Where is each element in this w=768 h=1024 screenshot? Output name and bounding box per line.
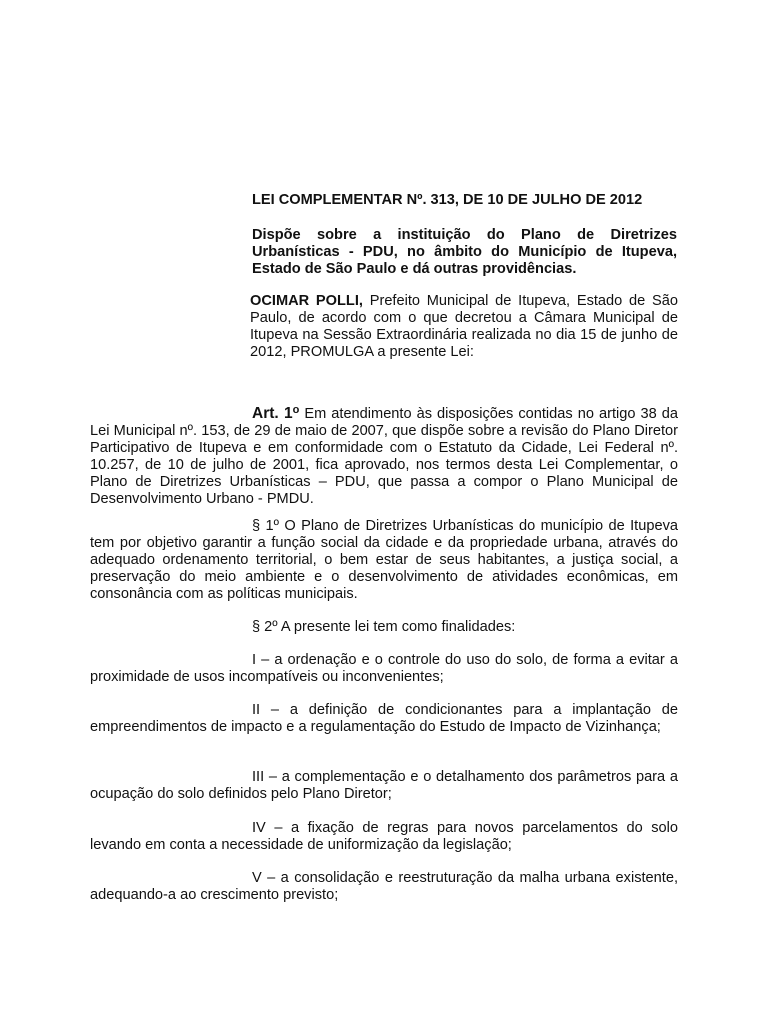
item-iv: IV – a fixação de regras para novos parcelamentos do solo levando em conta a necessidade de uniformização da legislação; [90, 820, 678, 853]
article-1 [90, 402, 678, 508]
item-ii: II – a definição de condicionantes para a implantação de empreendimentos de impacto e a regulamentação do Estudo de Impacto de Vizinhança; [90, 702, 678, 735]
article-1-ordinal: o [292, 404, 300, 416]
item-v: V – a consolidação e reestruturação da malha urbana existente, adequando-a ao crescimento previsto; [90, 870, 678, 903]
article-1-text: Em atendimento às disposições contidas no artigo 38 da Lei Municipal nº. 153, de 29 de maio de 2007, que dispõe sobre a revisão do Plano Diretor Participativo de Itupeva e em conformidade com o Estatuto da Cidade, Lei Federal nº. 10.257, de 10 de julho de 2001, fica aprovado, nos termos desta Lei Complementar, o Plano de Diretrizes Urbanísticas – PDU, que passa a compor o Plano Municipal de Desenvolvimento Urbano - PMDU. [90, 406, 678, 507]
preamble-text: Prefeito Municipal de Itupeva, Estado de São Paulo, de acordo com o que decretou a Câmara Municipal de Itupeva na Sessão Extraordinária realizada no dia 15 de junho de 2012, PROMULGA a presente Lei: [250, 293, 678, 360]
law-title: LEI COMPLEMENTAR Nº. 313, DE 10 DE JULHO DE 2012 [252, 192, 643, 208]
item-i: I – a ordenação e o controle do uso do solo, de forma a evitar a proximidade de usos incompatíveis ou inconvenientes; [90, 652, 678, 685]
paragraph-1: § 1º O Plano de Diretrizes Urbanísticas do município de Itupeva tem por objetivo garantir a função social da cidade e da propriedade urbana, através do adequado ordenamento territorial, o bem estar de seus habitantes, a justiça social, a preservação do meio ambiente e o desenvolvimento de atividades econômicas, em consonância com as políticas municipais. [90, 518, 678, 602]
mayor-name: OCIMAR POLLI, [250, 293, 363, 309]
law-summary: Dispõe sobre a instituição do Plano de Diretrizes Urbanísticas - PDU, no âmbito do Município de Itupeva, Estado de São Paulo e dá outras providências. [252, 227, 677, 277]
article-1-label [252, 405, 299, 422]
item-iii: III – a complementação e o detalhamento dos parâmetros para a ocupação do solo definidos pelo Plano Diretor; [90, 769, 678, 802]
paragraph-2: § 2º A presente lei tem como finalidades: [252, 619, 516, 635]
article-1-number: Art. 1 [252, 405, 293, 422]
preamble [250, 293, 678, 361]
